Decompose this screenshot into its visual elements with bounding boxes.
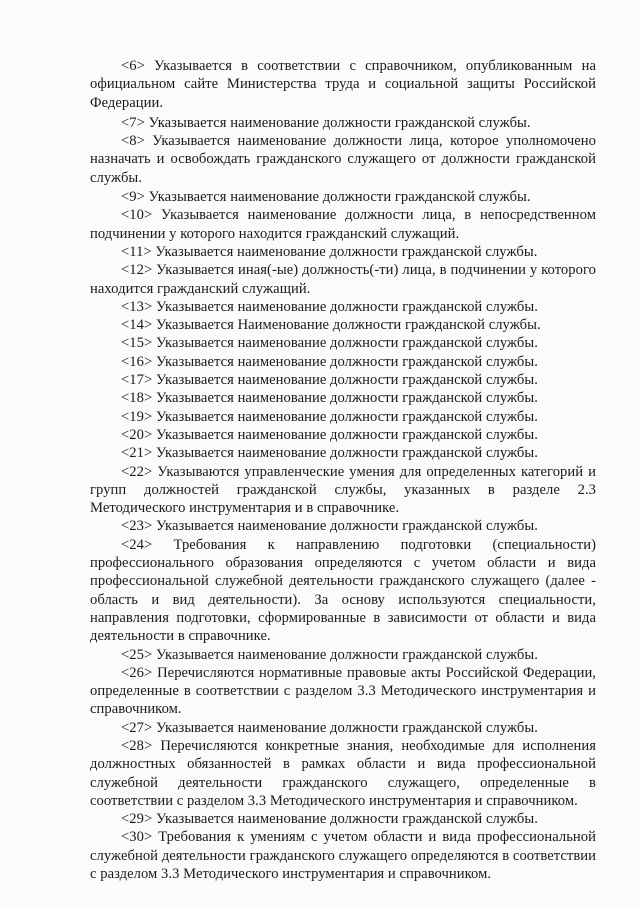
footnote-18: <18> Указывается наименование должности гражданской службы. (121, 390, 538, 407)
footnote-9: <9> Указывается наименование должности гражданской службы. (121, 189, 531, 206)
footnote-12: <12> Указывается иная(-ые) должность(-ти) лица, в подчинении у которого находится гражданский служащий. (90, 262, 596, 297)
footnote-7: <7> Указывается наименование должности гражданской службы. (121, 114, 531, 131)
footnote-20: <20> Указывается наименование должности гражданской службы. (121, 426, 538, 443)
footnote-22: <22> Указываются управленческие умения для определенных категорий и групп должностей гражданской службы, указанных в разделе 2.3 Методического инструментария и в справочнике. (90, 463, 596, 517)
footnote-24: <24> Требования к направлению подготовки (специальности) профессионального образования определяются с учетом области и вида профессиональной служебной деятельности гражданского служащего (далее - область и вид деятельности). За основу используются специальности, направления подготовки, сформированные в зависимости от области и вида деятельности в справочнике. (90, 536, 596, 645)
footnote-28: <28> Перечисляются конкретные знания, необходимые для исполнения должностных обязанностей в рамках области и вида профессиональной служебной деятельности гражданского служащего, определенные в соответствии с разделом 3.3 Методического инструментария и справочником. (90, 737, 596, 809)
footnote-17: <17> Указывается наименование должности гражданской службы. (121, 372, 538, 389)
footnote-25: <25> Указывается наименование должности гражданской службы. (121, 646, 538, 663)
footnote-23: <23> Указывается наименование должности гражданской службы. (121, 518, 538, 535)
footnote-21: <21> Указывается наименование должности гражданской службы. (121, 445, 538, 462)
footnote-19: <19> Указывается наименование должности гражданской службы. (121, 408, 538, 425)
footnote-10: <10> Указывается наименование должности лица, в непосредственном подчинении у которого находится гражданский служащий. (90, 207, 596, 242)
footnote-6: <6> Указывается в соответствии с справочником, опубликованным на официальном сайте Министерства труда и социальной защиты Российской Федерации. (90, 58, 596, 111)
footnote-15: <15> Указывается наименование должности гражданской службы. (121, 335, 538, 352)
footnote-30: <30> Требования к умениям с учетом области и вида профессиональной служебной деятельности гражданского служащего определяются в соответствии с разделом 3.3 Методического инструментария и справочником. (90, 829, 596, 883)
footnote-13: <13> Указывается наименование должности гражданской службы. (121, 298, 538, 315)
footnote-8: <8> Указывается наименование должности лица, которое уполномочено назначать и освобождать гражданского служащего от должности гражданской службы. (90, 133, 596, 186)
footnote-14: <14> Указывается Наименование должности гражданской службы. (121, 317, 541, 334)
footnote-26: <26> Перечисляются нормативные правовые акты Российской Федерации, определенные в соответствии с разделом 3.3 Методического инструментария и справочником. (90, 664, 596, 718)
footnote-29: <29> Указывается наименование должности гражданской службы. (121, 811, 538, 828)
footnote-27: <27> Указывается наименование должности гражданской службы. (121, 719, 538, 736)
footnote-11: <11> Указывается наименование должности гражданской службы. (121, 243, 538, 260)
footnote-16: <16> Указывается наименование должности гражданской службы. (121, 353, 538, 370)
footnotes-list (90, 57, 596, 883)
